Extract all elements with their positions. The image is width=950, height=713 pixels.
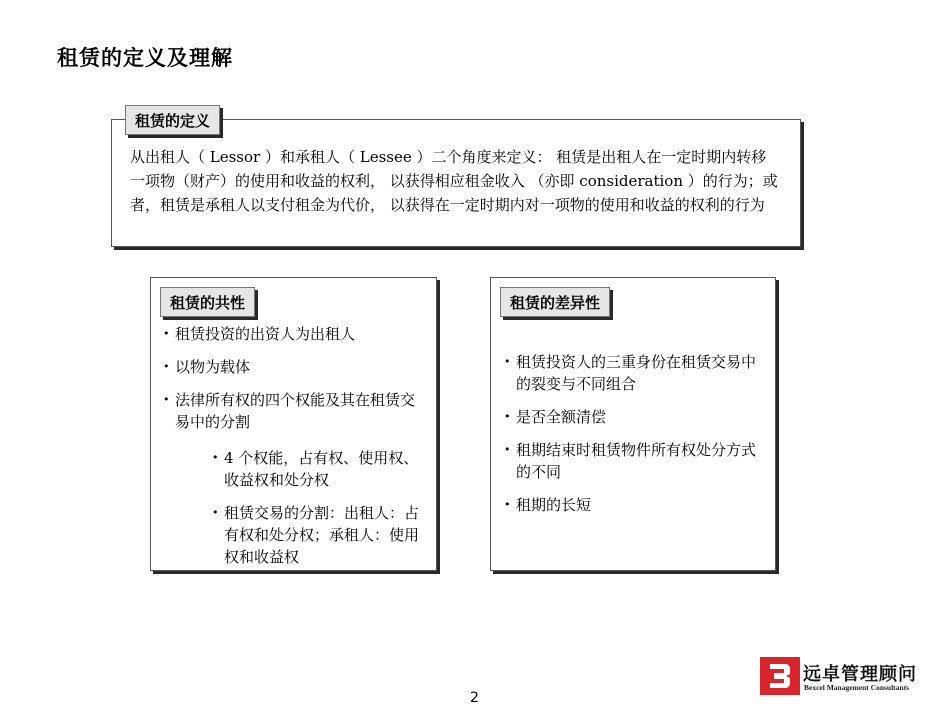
list-item: • 租期的长短: [504, 494, 766, 516]
differences-tag: 租赁的差异性: [500, 287, 610, 317]
sub-list-item: • 租赁交易的分割：出租人：占有权和处分权；承租人：使用权和收益权: [212, 502, 422, 568]
commonality-tag: 租赁的共性: [160, 287, 255, 317]
list-item: • 以物为载体: [163, 356, 423, 378]
page-number: 2: [470, 690, 479, 706]
company-logo: [760, 657, 940, 697]
logo-name-en: Bexcel Management Consultants: [804, 683, 909, 692]
sub-list-item: • 4 个权能，占有权、使用权、收益权和处分权: [212, 447, 422, 491]
commonality-list: [163, 323, 423, 433]
bexcel-logo-icon: [760, 657, 800, 695]
list-item: • 租赁投资人的三重身份在租赁交易中的裂变与不同组合: [504, 351, 766, 395]
commonality-sub-list: [212, 447, 422, 568]
page-title: 租赁的定义及理解: [57, 46, 233, 70]
definition-text: 从出租人（ Lessor ）和承租人（ Lessee ）二个角度来定义： 租赁是出租人在一定时期内转移一项物（财产）的使用和收益的权利， 以获得相应租金收入 （亦即 consideration ）的行为；或者，租赁是承租人以支付租金为代价， 以获得在一定时期内对一项物的使用和收益的权利的行为: [130, 148, 778, 214]
list-item: • 租期结束时租赁物件所有权处分方式的不同: [504, 439, 766, 483]
logo-name-cn: 远卓管理顾问: [803, 664, 917, 685]
differences-list: [504, 351, 766, 516]
list-item: • 法律所有权的四个权能及其在租赁交易中的分割: [163, 389, 423, 433]
list-item: • 租赁投资的出资人为出租人: [163, 323, 423, 345]
list-item: • 是否全额清偿: [504, 406, 766, 428]
definition-tag: 租赁的定义: [125, 105, 220, 135]
